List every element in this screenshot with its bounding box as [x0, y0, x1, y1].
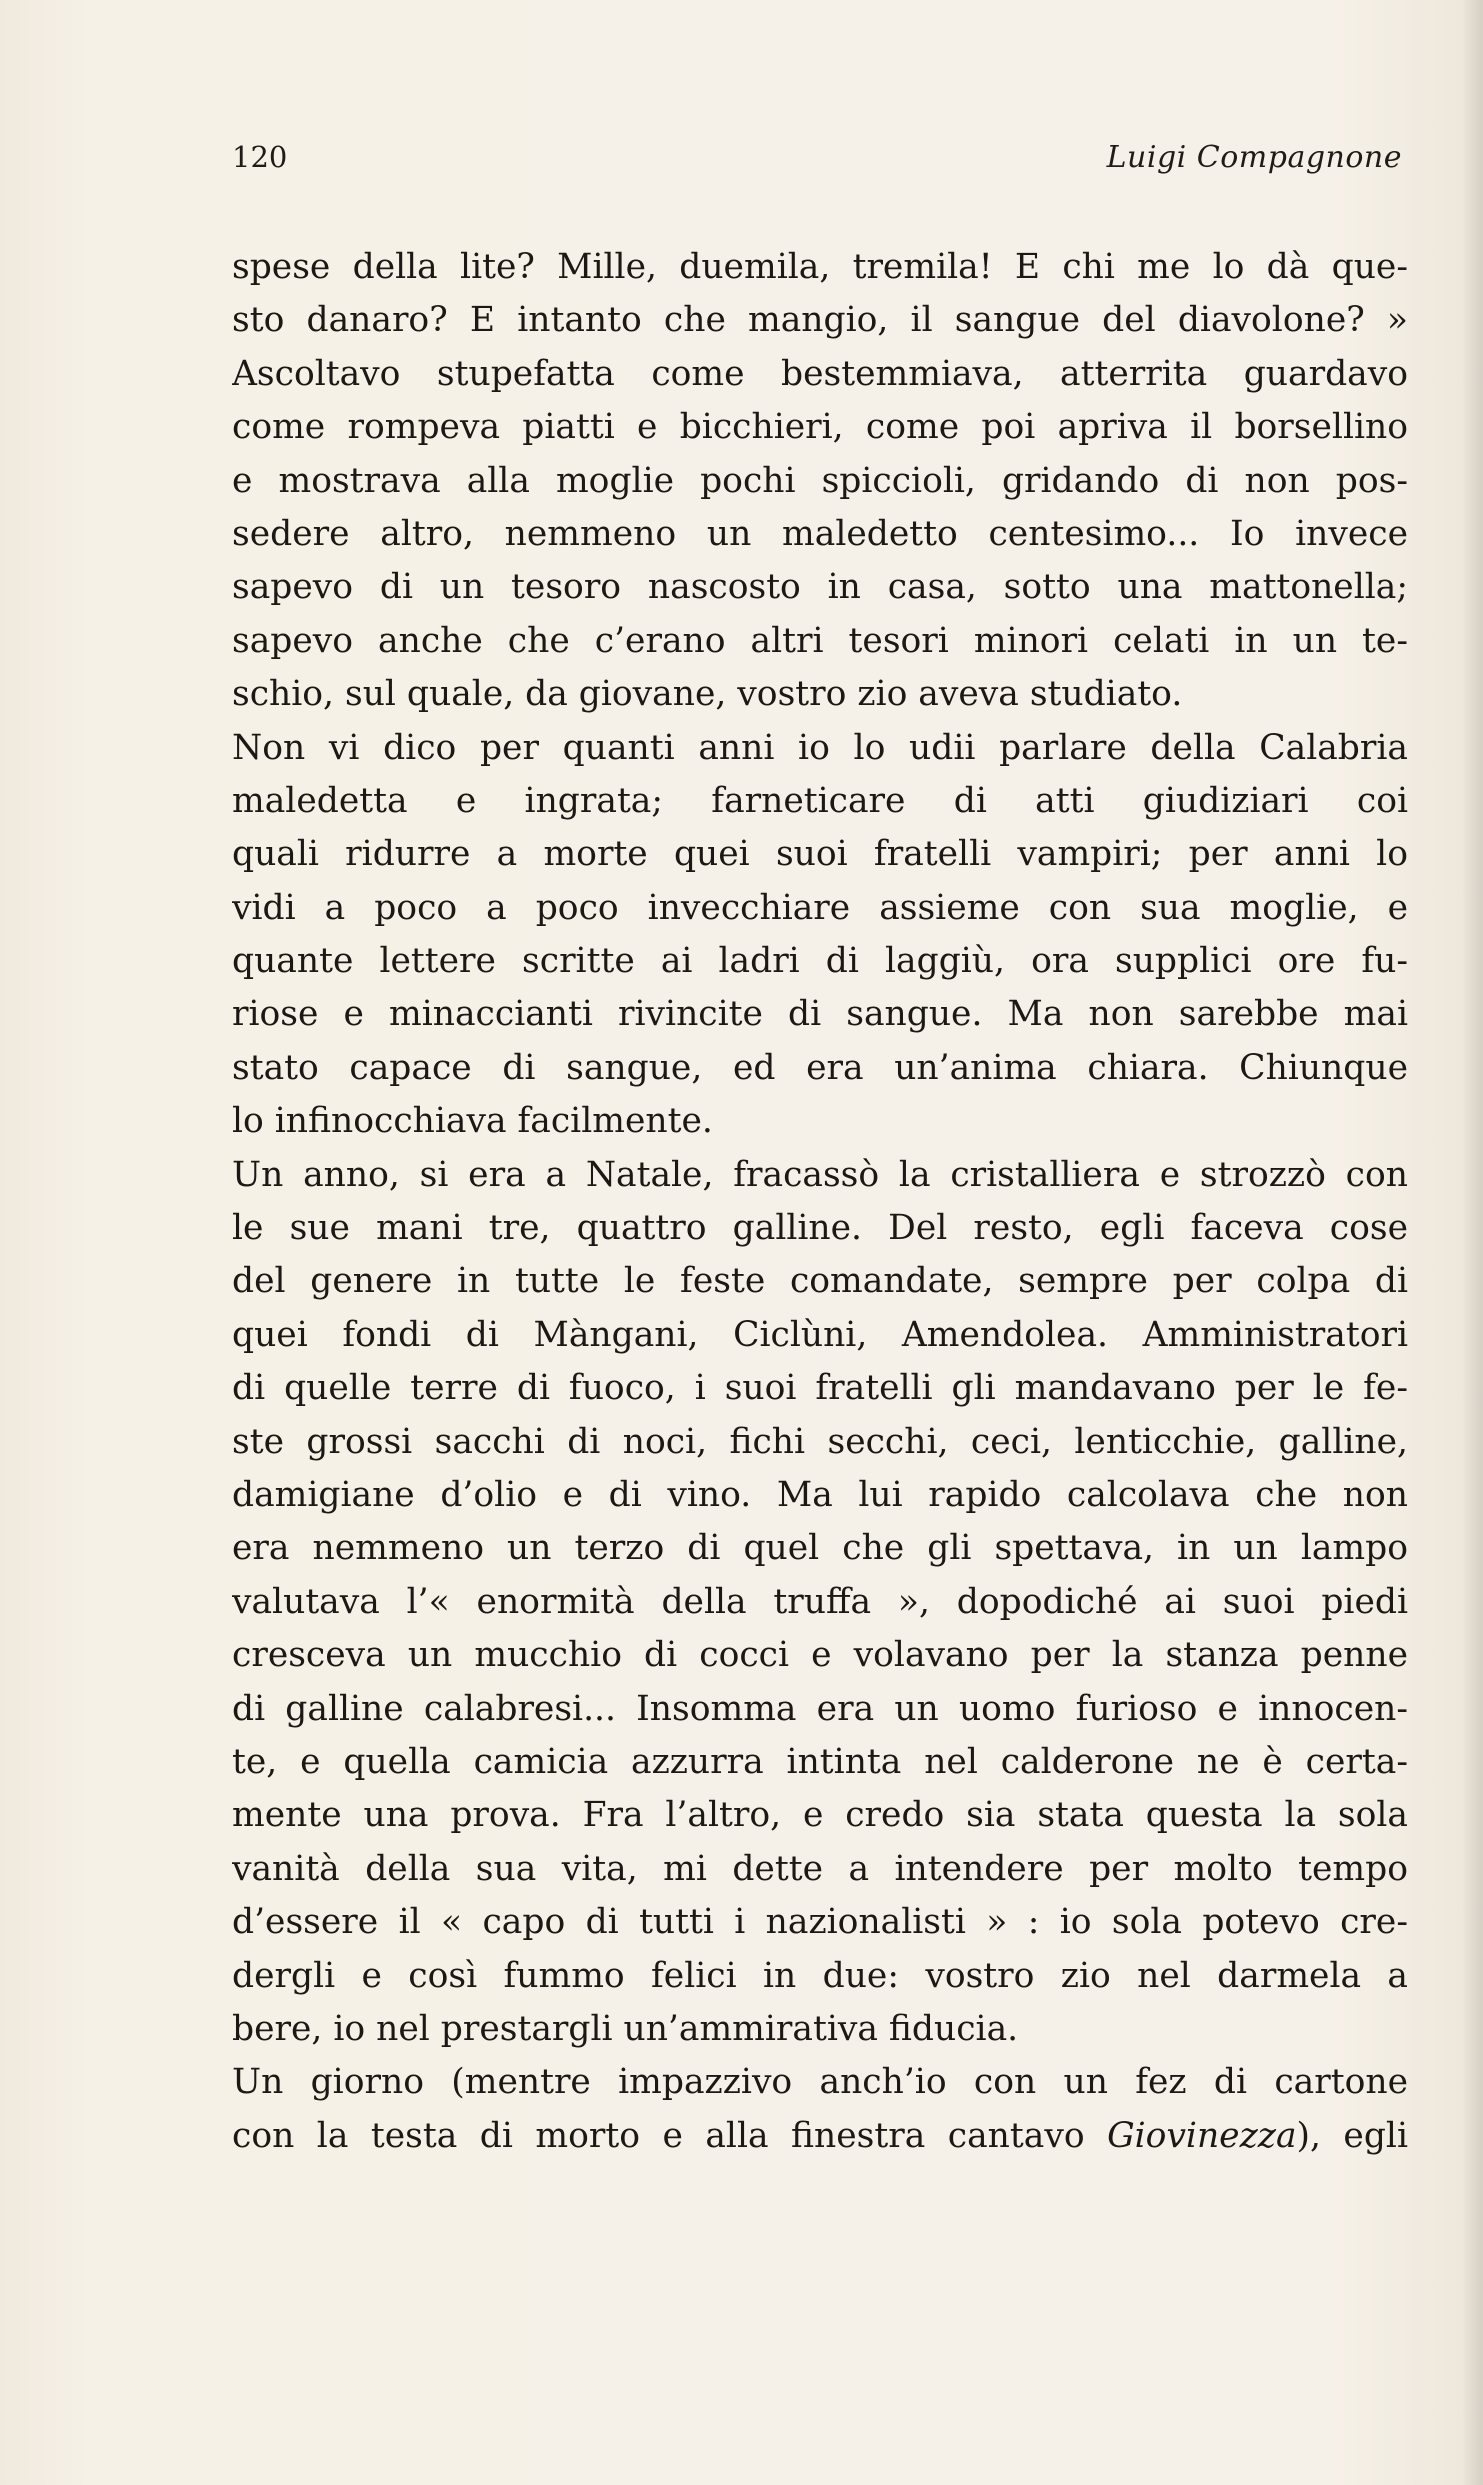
text-line: damigiane d’olio e di vino. Ma lui rapido calcolava che non: [232, 1474, 1408, 1515]
text-line: cresceva un mucchio di cocci e volavano per la stanza penne: [232, 1635, 1408, 1676]
text-line: schio, sul quale, da giovane, vostro zio aveva studiato.: [232, 674, 1183, 715]
page-edge-shadow: [1461, 0, 1483, 2485]
text-line: sto danaro? E intanto che mangio, il sangue del diavolone? »: [232, 300, 1408, 341]
text-line: Non vi dico per quanti anni io lo udii parlare della Calabria: [232, 727, 1408, 768]
text-line: come rompeva piatti e bicchieri, come poi apriva il borsellino: [232, 407, 1408, 448]
body-text: [232, 241, 1408, 2163]
text-line: era nemmeno un terzo di quel che gli spettava, in un lampo: [232, 1528, 1408, 1569]
text-line: e mostrava alla moglie pochi spiccioli, gridando di non pos-: [232, 460, 1408, 501]
text-line: quei fondi di Màngani, Ciclùni, Amendolea. Amministratori: [232, 1314, 1408, 1355]
text-line: sapevo di un tesoro nascosto in casa, sotto una mattonella;: [232, 567, 1408, 608]
running-head: [232, 140, 1402, 180]
text-line: del genere in tutte le feste comandate, sempre per colpa di: [232, 1261, 1408, 1302]
text-line: mente una prova. Fra l’altro, e credo sia stata questa la sola: [232, 1795, 1408, 1836]
text-line: lo infinocchiava facilmente.: [232, 1101, 713, 1142]
text-line: Ascoltavo stupefatta come bestemmiava, atterrita guardavo: [232, 353, 1408, 394]
text-line: vidi a poco a poco invecchiare assieme con sua moglie, e: [232, 887, 1408, 928]
page-number: 120: [232, 140, 288, 174]
text-line: quante lettere scritte ai ladri di laggiù, ora supplici ore fu-: [232, 941, 1408, 982]
text-line: maledetta e ingrata; farneticare di atti giudiziari coi: [232, 780, 1408, 821]
text-line: ste grossi sacchi di noci, fichi secchi, ceci, lenticchie, galline,: [232, 1421, 1408, 1462]
text-line: vanità della sua vita, mi dette a intendere per molto tempo: [232, 1848, 1408, 1889]
text-line: spese della lite? Mille, duemila, tremila! E chi me lo dà que-: [232, 247, 1408, 287]
song-title: Giovinezza: [1107, 2115, 1297, 2156]
text-line: sapevo anche che c’erano altri tesori minori celati in un te-: [232, 620, 1408, 661]
text-line: dergli e così fummo felici in due: vostro zio nel darmela a: [232, 1955, 1408, 1996]
text-line: riose e minaccianti rivincite di sangue. Ma non sarebbe mai: [232, 994, 1408, 1035]
text-line: bere, io nel prestargli un’ammirativa fiducia.: [232, 2008, 1019, 2049]
text-line: stato capace di sangue, ed era un’anima chiara. Chiunque: [232, 1047, 1408, 1088]
text-line: Un giorno (mentre impazzivo anch’io con un fez di cartone: [232, 2062, 1408, 2103]
text-line: valutava l’« enormità della truffa », dopodiché ai suoi piedi: [232, 1581, 1408, 1622]
text-line: te, e quella camicia azzurra intinta nel calderone ne è certa-: [232, 1741, 1408, 1782]
text-line: quali ridurre a morte quei suoi fratelli vampiri; per anni lo: [232, 834, 1408, 875]
text-line: d’essere il « capo di tutti i nazionalisti » : io sola potevo cre-: [232, 1902, 1408, 1943]
text-segment: con la testa di morto e alla finestra cantavo: [232, 2115, 1108, 2156]
text-line: Un anno, si era a Natale, fracassò la cristalliera e strozzò con: [232, 1154, 1408, 1195]
text-line: le sue mani tre, quattro galline. Del resto, egli faceva cose: [232, 1208, 1408, 1249]
text-line: [232, 2110, 1408, 2163]
text-line: sedere altro, nemmeno un maledetto centesimo... Io invece: [232, 513, 1408, 554]
text-line: di quelle terre di fuoco, i suoi fratelli gli mandavano per le fe-: [232, 1368, 1408, 1409]
text-segment: ), egli: [1296, 2115, 1408, 2156]
running-head-author: Luigi Compagnone: [1106, 140, 1402, 175]
text-line: di galline calabresi... Insomma era un uomo furioso e innocen-: [232, 1688, 1408, 1729]
